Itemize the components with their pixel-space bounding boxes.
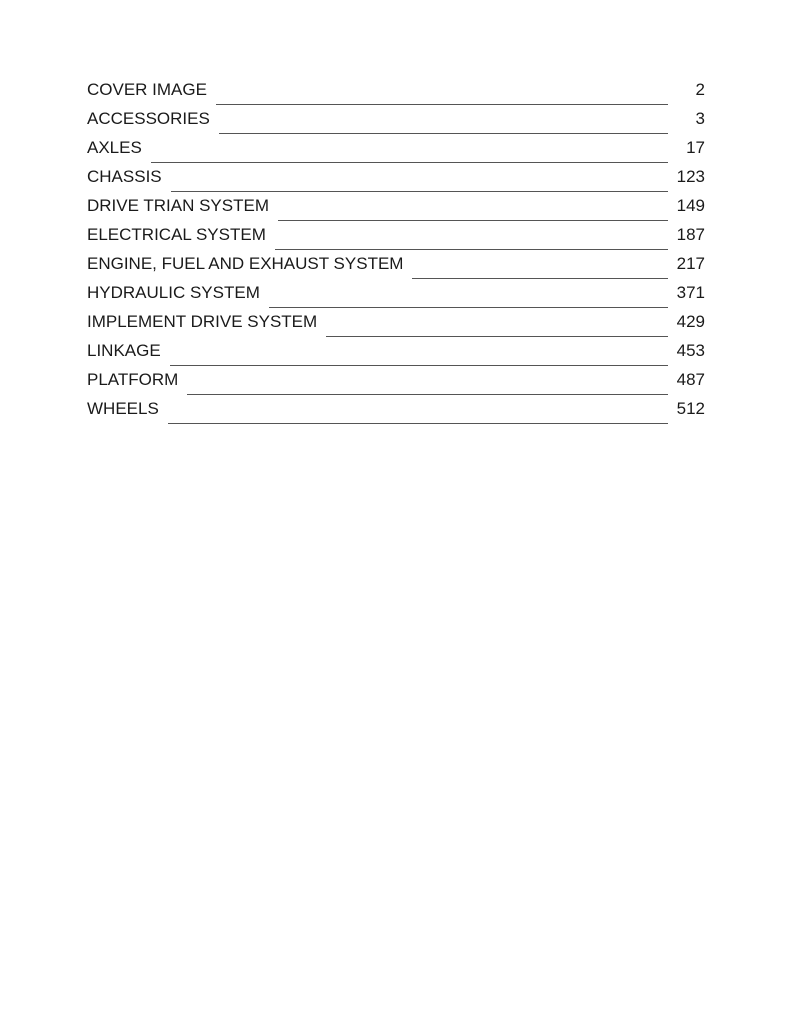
toc-entry-title: IMPLEMENT DRIVE SYSTEM xyxy=(87,312,318,331)
toc-entry-page: 429 xyxy=(676,312,705,331)
toc-leader-line xyxy=(151,162,668,163)
toc-leader-line xyxy=(278,220,668,221)
toc-entry-title: CHASSIS xyxy=(87,167,162,186)
toc-leader-line xyxy=(216,104,668,105)
toc-entry-title: ENGINE, FUEL AND EXHAUST SYSTEM xyxy=(87,254,404,273)
toc-leader-line xyxy=(269,307,668,308)
toc-entry-page: 217 xyxy=(676,254,705,273)
toc-entry-title: COVER IMAGE xyxy=(87,80,207,99)
toc-entry-title: AXLES xyxy=(87,138,142,157)
toc-entry-title: DRIVE TRIAN SYSTEM xyxy=(87,196,269,215)
toc-entry-page: 2 xyxy=(695,80,705,99)
toc-leader-line xyxy=(412,278,667,279)
toc-entry-page: 487 xyxy=(676,370,705,389)
toc-leader-line xyxy=(219,133,668,134)
toc-entry-title: PLATFORM xyxy=(87,370,179,389)
toc-leader-line xyxy=(326,336,667,337)
toc-leader-line xyxy=(170,365,668,366)
toc-entry-cover-image[interactable] xyxy=(87,71,705,100)
toc-entry-page: 512 xyxy=(676,399,705,418)
toc-entry-title: HYDRAULIC SYSTEM xyxy=(87,283,260,302)
toc-entry-title: ELECTRICAL SYSTEM xyxy=(87,225,266,244)
toc-leader-line xyxy=(187,394,667,395)
toc-entry-page: 453 xyxy=(676,341,705,360)
toc-entry-title: LINKAGE xyxy=(87,341,161,360)
toc-entry-page: 371 xyxy=(676,283,705,302)
toc-entry-page: 3 xyxy=(695,109,705,128)
table-of-contents xyxy=(87,71,705,419)
toc-entry-page: 187 xyxy=(676,225,705,244)
toc-leader-line xyxy=(275,249,668,250)
toc-entry-page: 17 xyxy=(686,138,705,157)
toc-entry-title: ACCESSORIES xyxy=(87,109,210,128)
toc-entry-page: 123 xyxy=(676,167,705,186)
toc-leader-line xyxy=(168,423,668,424)
toc-entry-page: 149 xyxy=(676,196,705,215)
toc-leader-line xyxy=(171,191,668,192)
toc-entry-title: WHEELS xyxy=(87,399,159,418)
